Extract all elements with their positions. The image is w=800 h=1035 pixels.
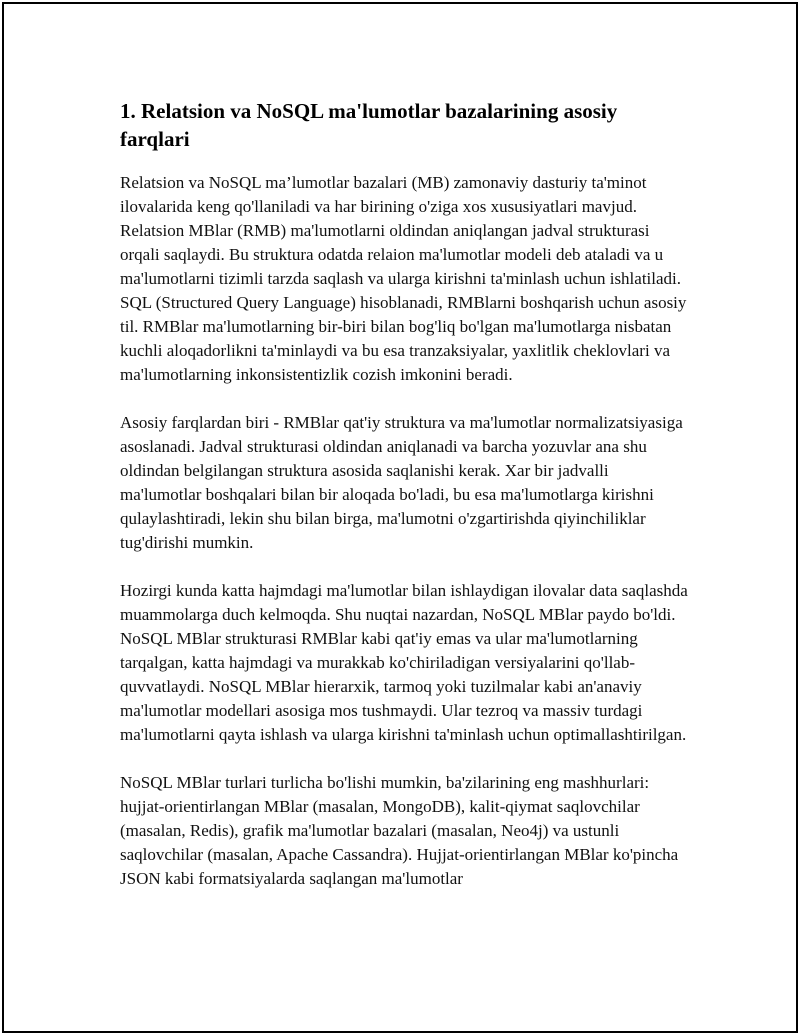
page-frame <box>2 2 798 1033</box>
paragraph-4: NoSQL MBlar turlari turlicha bo'lishi mumkin, ba'zilarining eng mashhurlari: hujjat-orientirlangan MBlar (masalan, MongoDB), kalit-qiymat saqlovchilar (masalan, Redis), grafik ma'lumotlar bazalari (masalan, Neo4j) va ustunli saqlovchilar (masalan, Apache Cassandra). Hujjat-orientirlangan MBlar ko'pincha JSON kabi formatsiyalarda saqlangan ma'lumotlar <box>120 773 679 888</box>
paragraph-3: Hozirgi kunda katta hajmdagi ma'lumotlar bilan ishlaydigan ilovalar data saqlashda muammolarga duch kelmoqda. Shu nuqtai nazardan, NoSQL MBlar paydo bo'ldi. NoSQL MBlar strukturasi RMBlar kabi qat'iy emas va ular ma'lumotlarning tarqalgan, katta hajmdagi va murakkab ko'chiriladigan versiyalarini qo'llab-quvvatlaydi. NoSQL MBlar hierarxik, tarmoq yoki tuzilmalar kabi an'anaviy ma'lumotlar modellari asosiga mos tushmaydi. Ular tezroq va massiv turdagi ma'lumotlarni qayta ishlash va ularga kirishni ta'minlash uchun optimallashtirilgan. <box>120 581 688 744</box>
paragraph-1: Relatsion va NoSQL ma’lumotlar bazalari (MB) zamonaviy dasturiy ta'minot ilovalarida keng qo'llaniladi va har birining o'ziga xos xususiyatlari mavjud. Relatsion MBlar (RMB) ma'lumotlarni oldindan aniqlangan jadval strukturasi orqali saqlaydi. Bu struktura odatda relaion ma'lumotlar modeli deb ataladi va u ma'lumotlarni tizimli tarzda saqlash va ularga kirishni ta'minlash uchun ishlatiladi. SQL (Structured Query Language) hisoblanadi, RMBlarni boshqarish uchun asosiy til. RMBlar ma'lumotlarning bir-biri bilan bog'liq bo'lgan ma'lumotlarga nisbatan kuchli aloqadorlikni ta'minlaydi va bu esa tranzaksiyalar, yaxlitlik cheklovlari va ma'lumotlarning inkonsistentizlik cozish imkonini beradi. <box>120 173 687 384</box>
section-heading: 1. Relatsion va NoSQL ma'lumotlar bazalarining asosiy farqlari <box>120 99 618 151</box>
paragraph-2: Asosiy farqlardan biri - RMBlar qat'iy struktura va ma'lumotlar normalizatsiyasiga asoslanadi. Jadval strukturasi oldindan aniqlanadi va barcha yozuvlar ana shu oldindan belgilangan struktura asosida saqlanishi kerak. Xar bir jadvalli ma'lumotlar boshqalari bilan bir aloqada bo'ladi, bu esa ma'lumotlarga kirishni qulaylashtiradi, lekin shu bilan birga, ma'lumotni o'zgartirishda qiyinchiliklar tug'dirishi mumkin. <box>120 413 683 552</box>
document-body <box>120 97 692 915</box>
